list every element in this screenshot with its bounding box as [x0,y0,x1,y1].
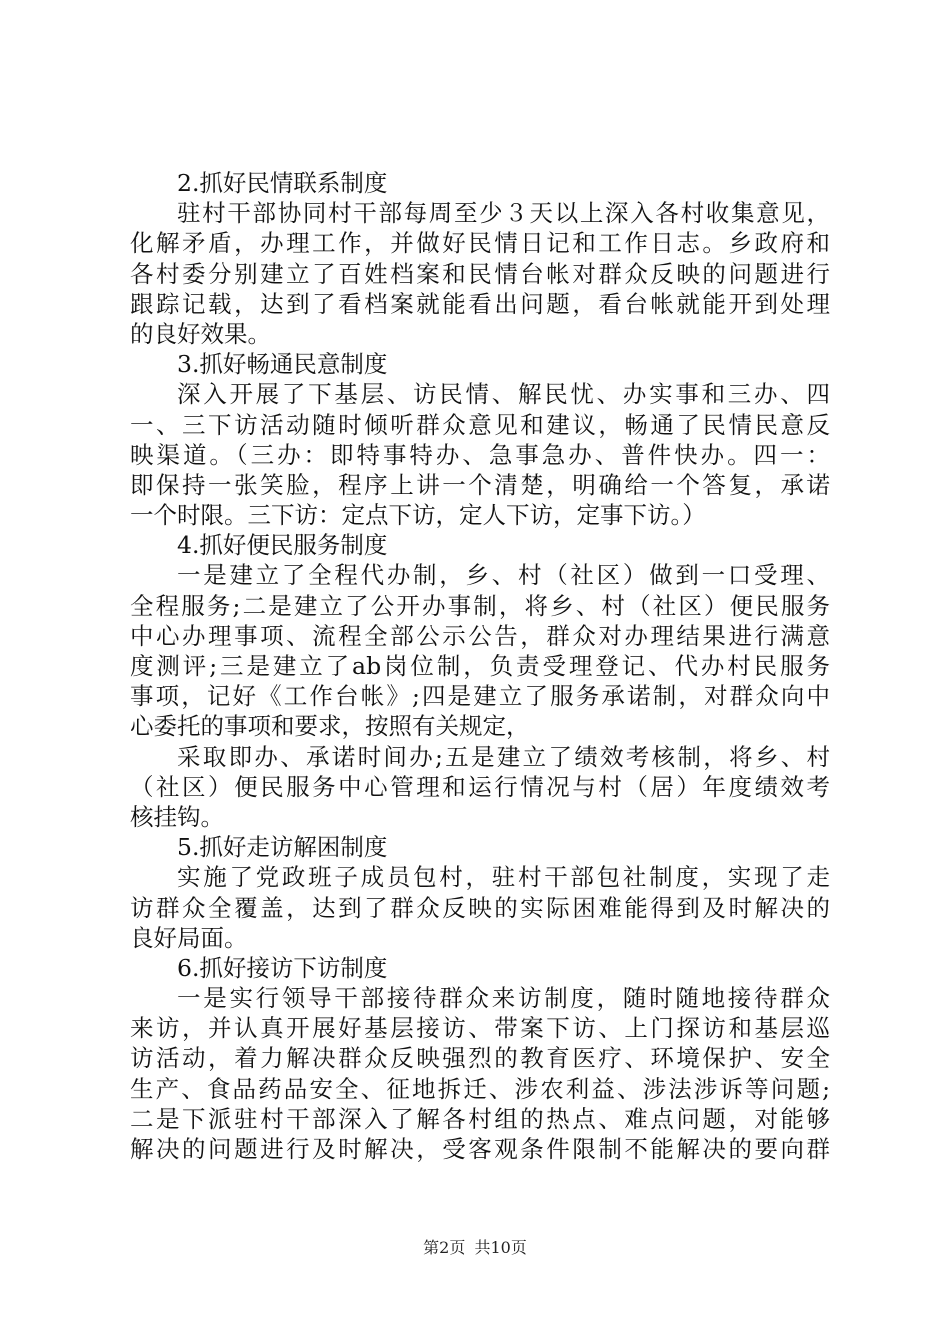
text-line: 映渠道。（三办：即特事特办、急事急办、普件快办。四一： [130,440,830,469]
text-line: 即保持一张笑脸，程序上讲一个清楚，明确给一个答复，承诺 [130,470,830,499]
text-line: 访活动，着力解决群众反映强烈的教育医疗、环境保护、安全 [130,1044,830,1073]
document-body [130,168,830,1164]
text-line: 深入开展了下基层、访民情、解民忧、办实事和三办、四 [177,380,830,409]
text-line: 访群众全覆盖，达到了群众反映的实际困难能得到及时解决的 [130,893,830,922]
section-heading: 2.抓好民情联系制度 [177,169,388,197]
page-footer [0,1238,950,1258]
text-line: 解决的问题进行及时解决，受客观条件限制不能解决的要向群 [130,1135,830,1163]
section-heading: 3.抓好畅通民意制度 [177,350,388,379]
text-line: 采取即办、承诺时间办;五是建立了绩效考核制，将乡、村 [177,742,830,771]
text-line: 核挂钩。 [130,802,224,831]
page-number: 第2页 [423,1238,466,1257]
text-line: 驻村干部协同村干部每周至少３天以上深入各村收集意见， [177,199,830,228]
text-line: 化解矛盾，办理工作，并做好民情日记和工作日志。乡政府和 [130,229,830,258]
text-line: 一个时限。三下访：定点下访，定人下访，定事下访。） [130,501,706,530]
text-line: 实施了党政班子成员包村，驻村干部包社制度，实现了走 [177,863,830,892]
text-line: 的良好效果。 [130,319,271,348]
text-line: 中心办理事项、流程全部公示公告，群众对办理结果进行满意 [130,621,830,650]
text-line: 二是下派驻村干部深入了解各村组的热点、难点问题，对能够 [130,1104,830,1133]
text-line: 来访，并认真开展好基层接访、带案下访、上门探访和基层巡 [130,1014,830,1043]
section-heading: 5.抓好走访解困制度 [177,833,388,862]
text-line: 全程服务;二是建立了公开办事制，将乡、村（社区）便民服务 [130,591,830,620]
text-line: 心委托的事项和要求，按照有关规定， [130,712,530,741]
section-heading: 4.抓好便民服务制度 [177,531,388,560]
text-line: 一是实行领导干部接待群众来访制度，随时随地接待群众 [177,984,830,1013]
text-line: 一、三下访活动随时倾听群众意见和建议，畅通了民情民意反 [130,410,830,439]
text-line: 各村委分别建立了百姓档案和民情台帐对群众反映的问题进行 [130,259,830,288]
text-line: 跟踪记载，达到了看档案就能看出问题，看台帐就能开到处理 [130,289,830,318]
text-line: 度测评;三是建立了ab岗位制，负责受理登记、代办村民服务 [130,652,830,680]
text-line: 生产、食品药品安全、征地拆迁、涉农利益、涉法涉诉等问题; [130,1074,830,1103]
page-total: 共10页 [474,1238,527,1257]
text-line: （社区）便民服务中心管理和运行情况与村（居）年度绩效考 [130,772,830,801]
text-line: 事项，记好《工作台帐》;四是建立了服务承诺制，对群众向中 [130,682,830,711]
section-heading: 6.抓好接访下访制度 [177,953,388,982]
text-line: 良好局面。 [130,923,248,952]
text-line: 一是建立了全程代办制，乡、村（社区）做到一口受理、 [177,561,830,590]
